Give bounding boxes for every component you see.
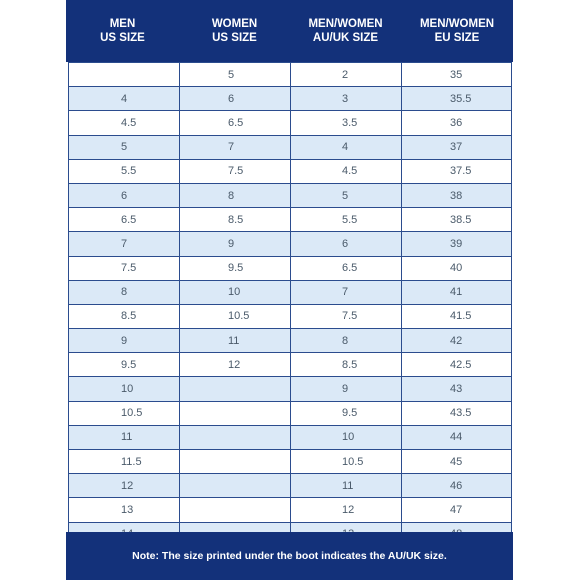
women-us-size-cell: 6.5 — [180, 111, 291, 135]
table-row — [69, 377, 512, 401]
men-us-size-cell: 5 — [69, 135, 180, 159]
women-us-size-cell: 7 — [180, 135, 291, 159]
eu-size-cell: 43 — [402, 377, 512, 401]
men-us-size-cell: 7.5 — [69, 256, 180, 280]
au-uk-size-cell: 12 — [291, 498, 402, 522]
men-us-size-cell: 8 — [69, 280, 180, 304]
eu-size-cell: 40 — [402, 256, 512, 280]
men-us-size-cell: 10.5 — [69, 401, 180, 425]
table-row — [69, 232, 512, 256]
eu-size-cell: 46 — [402, 474, 512, 498]
men-us-size-cell: 8.5 — [69, 304, 180, 328]
au-uk-size-cell: 3.5 — [291, 111, 402, 135]
table-row — [69, 159, 512, 183]
au-uk-size-cell: 9 — [291, 377, 402, 401]
men-us-size-cell: 11 — [69, 425, 180, 449]
eu-size-cell: 44 — [402, 425, 512, 449]
eu-size-cell: 35.5 — [402, 87, 512, 111]
table-row — [69, 111, 512, 135]
table-row — [69, 63, 512, 87]
men-us-size-cell: 4 — [69, 87, 180, 111]
eu-size-cell: 43.5 — [402, 401, 512, 425]
eu-size-cell: 45 — [402, 450, 512, 474]
table-row — [69, 425, 512, 449]
eu-size-cell: 37.5 — [402, 159, 512, 183]
women-us-size-cell — [180, 450, 291, 474]
men-us-size-cell: 10 — [69, 377, 180, 401]
au-uk-size-cell: 10.5 — [291, 450, 402, 474]
table-row — [69, 353, 512, 377]
eu-size-cell: 37 — [402, 135, 512, 159]
table-row — [69, 474, 512, 498]
women-us-size-cell: 10.5 — [180, 304, 291, 328]
women-us-size-cell: 9 — [180, 232, 291, 256]
table-row — [69, 135, 512, 159]
au-uk-size-cell: 4.5 — [291, 159, 402, 183]
au-uk-size-cell: 5.5 — [291, 208, 402, 232]
women-us-size-cell — [180, 401, 291, 425]
men-us-size-cell: 5.5 — [69, 159, 180, 183]
au-uk-size-cell: 4 — [291, 135, 402, 159]
au-uk-size-cell: 11 — [291, 474, 402, 498]
women-us-size-cell — [180, 474, 291, 498]
men-us-size-cell — [69, 63, 180, 87]
men-us-size-cell: 7 — [69, 232, 180, 256]
women-us-size-cell: 5 — [180, 63, 291, 87]
au-uk-size-cell: 2 — [291, 63, 402, 87]
eu-size-cell: 39 — [402, 232, 512, 256]
eu-size-cell: 38.5 — [402, 208, 512, 232]
eu-size-cell: 47 — [402, 498, 512, 522]
women-us-size-cell: 12 — [180, 353, 291, 377]
au-uk-size-cell: 3 — [291, 87, 402, 111]
table-row — [69, 87, 512, 111]
women-us-size-cell — [180, 425, 291, 449]
eu-size-cell: 41 — [402, 280, 512, 304]
men-us-size-cell: 4.5 — [69, 111, 180, 135]
header-au-uk-size: MEN/WOMEN AU/UK SIZE — [308, 18, 383, 44]
table-row — [69, 183, 512, 207]
au-uk-size-cell: 7 — [291, 280, 402, 304]
table-row — [69, 401, 512, 425]
women-us-size-cell: 8.5 — [180, 208, 291, 232]
eu-size-cell: 35 — [402, 63, 512, 87]
size-table-body — [69, 63, 512, 547]
men-us-size-cell: 6 — [69, 183, 180, 207]
au-uk-size-cell: 7.5 — [291, 304, 402, 328]
au-uk-size-cell: 8.5 — [291, 353, 402, 377]
women-us-size-cell: 6 — [180, 87, 291, 111]
eu-size-cell: 38 — [402, 183, 512, 207]
men-us-size-cell: 9.5 — [69, 353, 180, 377]
table-row — [69, 304, 512, 328]
au-uk-size-cell: 6.5 — [291, 256, 402, 280]
size-chart-header — [66, 0, 513, 62]
eu-size-cell: 36 — [402, 111, 512, 135]
men-us-size-cell: 12 — [69, 474, 180, 498]
table-row — [69, 280, 512, 304]
men-us-size-cell: 11.5 — [69, 450, 180, 474]
size-table — [68, 62, 512, 547]
women-us-size-cell — [180, 377, 291, 401]
women-us-size-cell: 10 — [180, 280, 291, 304]
women-us-size-cell: 11 — [180, 329, 291, 353]
women-us-size-cell: 8 — [180, 183, 291, 207]
men-us-size-cell: 13 — [69, 498, 180, 522]
au-uk-size-cell: 8 — [291, 329, 402, 353]
au-uk-size-cell: 6 — [291, 232, 402, 256]
eu-size-cell: 42 — [402, 329, 512, 353]
table-row — [69, 498, 512, 522]
au-uk-size-cell: 9.5 — [291, 401, 402, 425]
table-row — [69, 256, 512, 280]
men-us-size-cell: 9 — [69, 329, 180, 353]
au-uk-size-cell: 5 — [291, 183, 402, 207]
women-us-size-cell — [180, 498, 291, 522]
footer-note: Note: The size printed under the boot indicates the AU/UK size. — [66, 532, 513, 580]
men-us-size-cell: 6.5 — [69, 208, 180, 232]
header-men-us-size: MEN US SIZE — [100, 18, 145, 44]
women-us-size-cell: 7.5 — [180, 159, 291, 183]
table-row — [69, 329, 512, 353]
table-row — [69, 208, 512, 232]
eu-size-cell: 41.5 — [402, 304, 512, 328]
women-us-size-cell: 9.5 — [180, 256, 291, 280]
eu-size-cell: 42.5 — [402, 353, 512, 377]
table-row — [69, 450, 512, 474]
au-uk-size-cell: 10 — [291, 425, 402, 449]
size-chart — [66, 0, 513, 580]
header-eu-size: MEN/WOMEN EU SIZE — [419, 18, 495, 44]
header-women-us-size: WOMEN US SIZE — [211, 18, 258, 44]
